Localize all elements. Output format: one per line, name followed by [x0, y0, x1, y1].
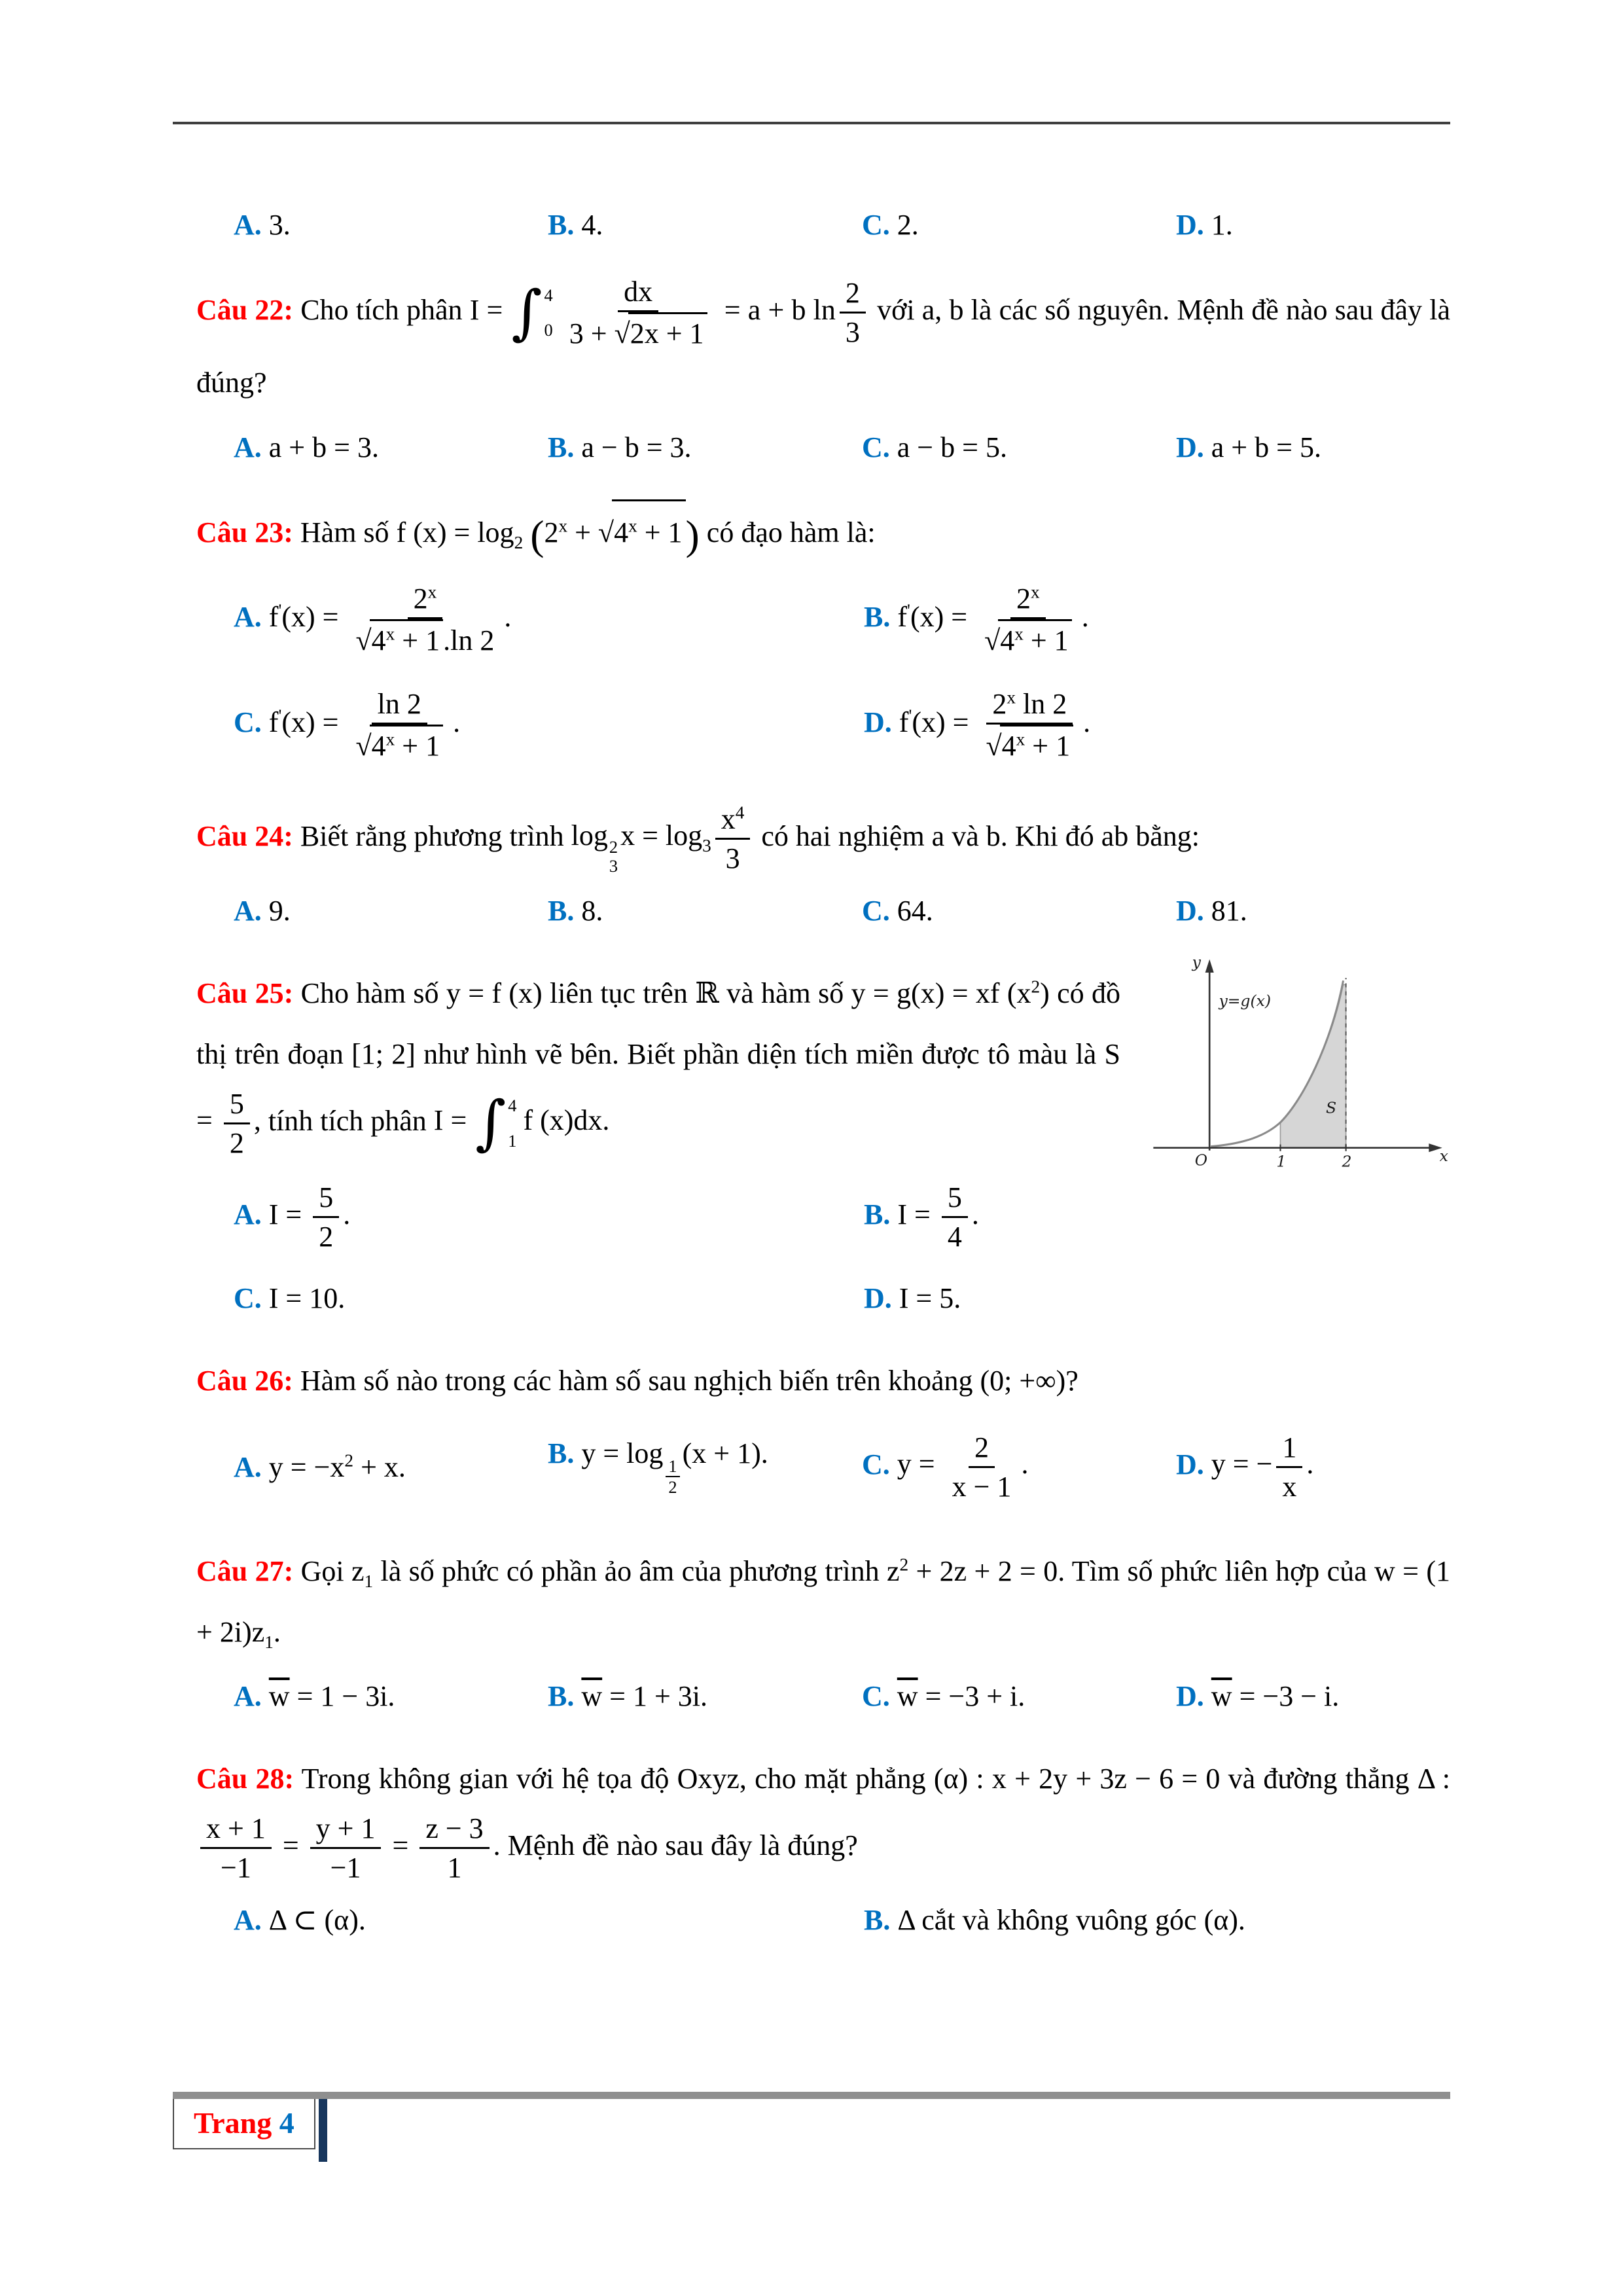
- option-label: C.: [234, 1282, 262, 1315]
- option-text: a + b = 5.: [1204, 431, 1321, 463]
- option-d: [1176, 894, 1450, 927]
- question-22-number: Câu 22:: [196, 293, 294, 326]
- question-23-body: [196, 499, 1450, 563]
- question-23-options: [196, 580, 1450, 765]
- option-label: C.: [862, 895, 890, 927]
- option-text: $y = -x^2 + x$.: [261, 1450, 406, 1483]
- option-d: [1176, 208, 1450, 242]
- option-b: [548, 208, 862, 242]
- page-number-box: [173, 2099, 315, 2149]
- option-text: a − b = 3.: [574, 431, 692, 463]
- question-28-options: [196, 1903, 1450, 1937]
- option-label: D.: [864, 1282, 892, 1315]
- option-text: $\overline{w} = 1 - 3i$.: [268, 1680, 395, 1713]
- question-27-options: [196, 1679, 1450, 1713]
- question-28-number: Câu 28:: [196, 1763, 294, 1795]
- question-27-number: Câu 27:: [196, 1554, 294, 1587]
- option-text: $\overline{w} = -3 + i$.: [897, 1680, 1026, 1713]
- question-23-number: Câu 23:: [196, 516, 293, 548]
- option-text: a + b = 3.: [261, 431, 379, 463]
- option-a: [234, 1679, 548, 1713]
- option-text: y = − $\frac{1}{x}$ .: [1204, 1448, 1314, 1480]
- option-text: 9.: [261, 895, 291, 927]
- page-number-label: Trang: [194, 2106, 272, 2140]
- option-c: [862, 1429, 1176, 1505]
- question-22-options: [196, 431, 1450, 464]
- tick-1-label: 1: [1276, 1152, 1287, 1171]
- option-text: I = $\frac{5}{4}$ .: [890, 1198, 978, 1230]
- option-label: B.: [864, 1198, 891, 1230]
- option-label: A.: [234, 895, 262, 927]
- question-25-options: [196, 1179, 1120, 1315]
- question-22: [196, 264, 1450, 486]
- question-25-number: Câu 25:: [196, 977, 294, 1010]
- question-25: [196, 954, 1450, 1337]
- option-text: I = 10.: [261, 1282, 346, 1315]
- option-label: D.: [1176, 895, 1204, 927]
- question-27-text: Gọi $z_1$ là số phức có phần ảo âm của phương trình $z^2 + 2z + 2 = 0$. Tìm số phức liên hợp của $w = (1 + 2i)z_1$.: [196, 1554, 1450, 1653]
- option-label: A.: [234, 1904, 262, 1937]
- footer-rule: [173, 2092, 1450, 2099]
- question-26-body: [196, 1350, 1450, 1411]
- question-21-options: [196, 208, 1450, 242]
- option-b: [548, 894, 862, 927]
- option-a: [234, 1903, 864, 1937]
- question-27-body: [196, 1541, 1450, 1663]
- origin-label: O: [1194, 1151, 1207, 1170]
- option-label: A.: [234, 431, 262, 463]
- question-27: [196, 1532, 1450, 1736]
- question-26-number: Câu 26:: [196, 1365, 293, 1397]
- option-label: D.: [1176, 1448, 1204, 1480]
- option-d: [1176, 1679, 1450, 1713]
- y-axis-arrow: [1205, 960, 1214, 973]
- option-text: 3.: [261, 209, 291, 241]
- option-text: 64.: [889, 895, 933, 927]
- option-text: Δ cắt và không vuông góc (α).: [890, 1904, 1245, 1937]
- option-c: [234, 1282, 864, 1315]
- option-label: D.: [1176, 431, 1204, 463]
- option-label: A.: [234, 600, 262, 633]
- option-a: [234, 431, 548, 464]
- question-26: [196, 1341, 1450, 1528]
- option-label: C.: [862, 209, 890, 241]
- option-b: [864, 1903, 1450, 1937]
- tick-2-label: 2: [1342, 1152, 1352, 1171]
- option-b: [548, 1437, 862, 1497]
- option-text: f'(x) = $\frac{2^x}{√4^x + 1 .\ln 2}$ .: [262, 601, 512, 633]
- option-text: 8.: [574, 895, 603, 927]
- option-label: D.: [1176, 1680, 1204, 1713]
- option-label: B.: [864, 600, 891, 633]
- option-c: [862, 1679, 1176, 1713]
- option-a: [234, 894, 548, 927]
- question-28-text: Trong không gian với hệ tọa độ Oxyz, cho mặt phẳng (α) : x + 2y + 3z − 6 = 0 và đường thẳng Δ : $\frac{x + 1}{-1}$ = $\frac{y + 1}{-1}$ = $\frac{z - 3}{1}$ . Mệnh đề nào sau đây là đúng?: [196, 1763, 1450, 1861]
- option-label: A.: [234, 1450, 262, 1483]
- question-28: [196, 1739, 1450, 1959]
- option-label: B.: [864, 1904, 891, 1937]
- question-24-options: [196, 894, 1450, 927]
- question-28-body: [196, 1748, 1450, 1886]
- option-label: B.: [548, 895, 575, 927]
- option-d: [1176, 1429, 1450, 1505]
- option-label: A.: [234, 1198, 262, 1230]
- option-d: [864, 1282, 1120, 1315]
- option-label: C.: [862, 431, 890, 463]
- q25-graph-figure: [1143, 950, 1450, 1187]
- page-footer: [173, 2092, 1450, 2162]
- option-text: a − b = 5.: [889, 431, 1007, 463]
- option-d: [1176, 431, 1450, 464]
- option-text: $\overline{w} = 1 + 3i$.: [581, 1680, 707, 1713]
- option-text: f'(x) = $\frac{2^x}{√4^x + 1}$ .: [890, 601, 1088, 633]
- option-c: [862, 894, 1176, 927]
- option-label: A.: [234, 1680, 262, 1713]
- footer-row: [173, 2099, 1450, 2162]
- option-label: B.: [548, 1680, 575, 1713]
- option-label: D.: [1176, 209, 1204, 241]
- option-c: [862, 431, 1176, 464]
- question-22-body: [196, 273, 1450, 414]
- question-26-text: Hàm số nào trong các hàm số sau nghịch biến trên khoảng (0; +∞)?: [300, 1365, 1079, 1397]
- y-axis-label: y: [1192, 952, 1201, 971]
- question-22-text: Cho tích phân I = ∫ 4 0 $\frac{dx}{3 + √2x + 1}$ = a + b ln $\frac{2}{3}$ với a, b là các số nguyên. Mệnh đề nào sau đây là đúng?: [196, 294, 1450, 399]
- option-text: I = 5.: [891, 1282, 961, 1315]
- option-a: [234, 1450, 548, 1484]
- page-number-value: 4: [279, 2106, 294, 2140]
- question-25-text: Cho hàm số y = f (x) liên tục trên ℝ và hàm số y = g(x) = xf $(x^2)$ có đồ thị trên đoạn [1; 2] như hình vẽ bên. Biết phần diện tích miền được tô màu là S = $\frac{5}{2}$ , tính tích phân I = ∫ 4 1 f (x)dx.: [196, 977, 1121, 1159]
- option-text: y = log $\frac{1}{2}$ (x + 1).: [574, 1437, 768, 1497]
- question-24: [196, 791, 1450, 950]
- option-b: [864, 1179, 1120, 1255]
- option-label: C.: [862, 1680, 890, 1713]
- option-d: [864, 685, 1450, 764]
- option-label: B.: [548, 431, 575, 463]
- question-24-body: [196, 800, 1450, 877]
- option-b: [548, 431, 862, 464]
- option-label: D.: [864, 706, 892, 739]
- page-content: [196, 191, 1450, 1963]
- option-text: 1.: [1204, 209, 1233, 241]
- option-b: [864, 580, 1450, 659]
- option-a: [234, 208, 548, 242]
- header-rule: [173, 122, 1450, 124]
- curve-label: y=g(x): [1219, 992, 1272, 1011]
- option-label: B.: [548, 1437, 575, 1470]
- option-label: B.: [548, 209, 575, 241]
- option-text: I = $\frac{5}{2}$ .: [262, 1198, 350, 1230]
- question-24-number: Câu 24:: [196, 819, 293, 852]
- option-label: C.: [234, 706, 262, 739]
- option-text: f'(x) = $\frac{2^x \ln 2}{√4^x + 1}$ .: [892, 706, 1090, 738]
- footer-vertical-bar: [319, 2099, 327, 2162]
- q25-graph-svg: [1143, 950, 1450, 1180]
- option-b: [548, 1679, 862, 1713]
- option-c: [862, 208, 1176, 242]
- option-c: [234, 685, 864, 764]
- option-a: [234, 1179, 864, 1255]
- question-23-text: Hàm số f $(x) = \log_2 (2^x + √4^x + 1)$ có đạo hàm là:: [300, 516, 876, 548]
- option-label: A.: [234, 209, 262, 241]
- question-26-options: [196, 1429, 1450, 1505]
- x-axis-label: x: [1439, 1147, 1448, 1166]
- option-text: 81.: [1204, 895, 1247, 927]
- option-text: f'(x) = $\frac{\ln 2}{√4^x + 1}$ .: [262, 706, 460, 738]
- option-text: Δ ⊂ (α).: [261, 1904, 366, 1937]
- option-text: $\overline{w} = -3 - i$.: [1211, 1680, 1340, 1713]
- option-a: [234, 580, 864, 659]
- option-text: 2.: [889, 209, 919, 241]
- option-text: 4.: [574, 209, 603, 241]
- region-label: S: [1325, 1098, 1337, 1117]
- question-23: [196, 490, 1450, 787]
- option-text: y = $\frac{2}{x - 1}$ .: [890, 1448, 1029, 1480]
- option-label: C.: [862, 1448, 890, 1480]
- question-24-text: Biết rằng phương trình log 2 3 $x = \log_3$ $\frac{x^4}{3}$ có hai nghiệm a và b. Khi đó ab bằng:: [300, 819, 1200, 852]
